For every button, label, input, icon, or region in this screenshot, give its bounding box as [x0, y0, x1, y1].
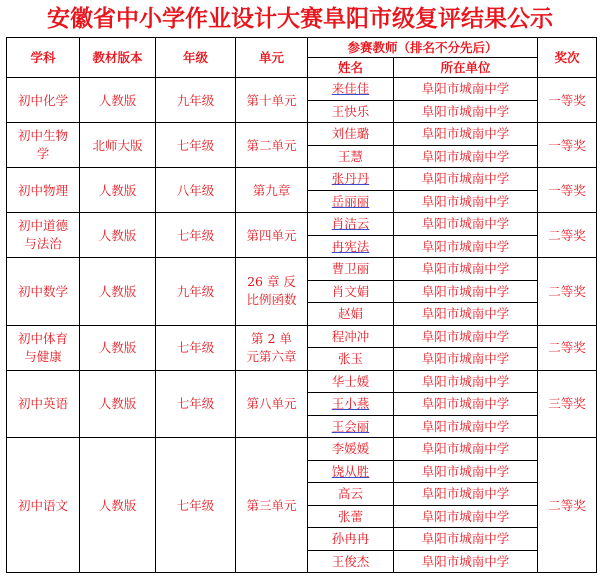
cell-school	[394, 370, 538, 393]
cell-award	[538, 258, 597, 326]
cell-grade	[156, 258, 236, 326]
table-row	[7, 325, 597, 348]
cell-grade	[156, 213, 236, 258]
cell-subject-text: 初中生物学	[17, 128, 68, 161]
cell-award	[538, 168, 597, 213]
teacher-name-text: 岳丽丽	[331, 193, 370, 209]
cell-grade	[156, 370, 236, 438]
cell-subject-text: 初中体育与健康	[17, 330, 68, 364]
teacher-name-text: 肖洁云	[331, 216, 370, 232]
cell-teacher-name	[308, 460, 394, 483]
table-row	[7, 123, 597, 146]
teacher-name-text: 赵娟	[337, 306, 363, 322]
cell-award	[538, 123, 597, 168]
cell-subject-text: 初中道德与法治	[17, 218, 68, 251]
teacher-name-text: 张蕾	[337, 508, 363, 524]
teacher-name-text: 肖文娟	[331, 283, 370, 299]
cell-award	[538, 78, 597, 123]
cell-teacher-name	[308, 415, 394, 438]
cell-school	[394, 460, 538, 483]
cell-award	[538, 325, 597, 370]
cell-subject	[7, 438, 80, 573]
school-text: 阜阳市城南中学	[421, 216, 510, 232]
cell-subject	[7, 370, 80, 438]
cell-unit	[236, 123, 308, 168]
cell-teacher-name	[308, 213, 394, 236]
school-text: 阜阳市城南中学	[421, 328, 510, 344]
teacher-name-text: 王俊杰	[331, 553, 370, 569]
table-row	[7, 370, 597, 393]
cell-grade-text: 七年级	[176, 340, 215, 355]
award-text: 二等奖	[548, 340, 586, 355]
teacher-name-text: 华士媛	[331, 373, 370, 389]
school-text: 阜阳市城南中学	[421, 531, 510, 547]
cell-edition	[80, 325, 156, 370]
table-row	[7, 78, 597, 101]
cell-school	[394, 550, 538, 573]
award-text: 一等奖	[548, 137, 586, 153]
cell-unit-text: 第四单元	[246, 227, 297, 243]
teacher-name-text: 王小燕	[331, 396, 370, 412]
teacher-name-text: 曹卫丽	[331, 261, 370, 277]
table-row	[7, 168, 597, 191]
award-text: 一等奖	[548, 182, 586, 198]
cell-school	[394, 213, 538, 236]
award-text: 三等奖	[548, 396, 586, 412]
cell-school	[394, 483, 538, 506]
cell-grade	[156, 325, 236, 370]
cell-unit	[236, 213, 308, 258]
header-grade: 年级	[156, 38, 236, 78]
cell-grade	[156, 438, 236, 573]
school-text: 阜阳市城南中学	[421, 261, 510, 277]
cell-edition	[80, 213, 156, 258]
cell-unit-text: 26 章 反比例函数	[246, 274, 297, 308]
cell-subject-text: 初中数学	[17, 283, 68, 299]
school-text: 阜阳市城南中学	[421, 148, 510, 164]
teacher-name-text: 孙冉冉	[331, 531, 370, 547]
school-text: 阜阳市城南中学	[421, 351, 510, 367]
cell-school	[394, 78, 538, 101]
award-text: 二等奖	[548, 497, 586, 513]
school-text: 阜阳市城南中学	[421, 103, 510, 119]
cell-award	[538, 438, 597, 573]
cell-teacher-name	[308, 438, 394, 461]
teacher-name-text: 刘佳璐	[331, 126, 370, 142]
cell-edition	[80, 78, 156, 123]
cell-school	[394, 123, 538, 146]
cell-teacher-name	[308, 550, 394, 573]
cell-school	[394, 235, 538, 258]
teacher-name-text: 王会丽	[331, 418, 370, 434]
teacher-name-text: 来佳佳	[331, 81, 370, 97]
cell-edition-text: 人教版	[98, 227, 137, 243]
cell-subject	[7, 325, 80, 370]
cell-teacher-name	[308, 100, 394, 123]
award-text: 二等奖	[548, 227, 586, 243]
header-school: 所在单位	[394, 58, 538, 78]
school-text: 阜阳市城南中学	[421, 441, 510, 457]
cell-unit	[236, 78, 308, 123]
school-text: 阜阳市城南中学	[421, 126, 510, 142]
school-text: 阜阳市城南中学	[421, 81, 510, 97]
cell-teacher-name	[308, 303, 394, 326]
cell-subject-text: 初中物理	[17, 182, 68, 198]
cell-teacher-name	[308, 123, 394, 146]
cell-edition	[80, 370, 156, 438]
cell-award	[538, 213, 597, 258]
cell-subject-text: 初中英语	[17, 396, 68, 412]
cell-teacher-name	[308, 325, 394, 348]
teacher-name-text: 李媛媛	[331, 441, 370, 457]
school-text: 阜阳市城南中学	[421, 238, 510, 254]
school-text: 阜阳市城南中学	[421, 171, 510, 187]
cell-subject	[7, 258, 80, 326]
cell-school	[394, 505, 538, 528]
school-text: 阜阳市城南中学	[421, 418, 510, 434]
cell-grade	[156, 168, 236, 213]
cell-unit	[236, 325, 308, 370]
cell-edition-text: 人教版	[98, 340, 137, 355]
school-text: 阜阳市城南中学	[421, 508, 510, 524]
cell-grade-text: 七年级	[176, 497, 215, 513]
school-text: 阜阳市城南中学	[421, 396, 510, 412]
school-text: 阜阳市城南中学	[421, 463, 510, 479]
cell-teacher-name	[308, 393, 394, 416]
cell-teacher-name	[308, 190, 394, 213]
school-text: 阜阳市城南中学	[421, 193, 510, 209]
cell-school	[394, 100, 538, 123]
cell-edition-text: 北师大版	[92, 137, 143, 153]
teacher-name-text: 张玉	[337, 351, 363, 367]
results-table	[6, 37, 597, 573]
header-name: 姓名	[308, 58, 394, 78]
cell-school	[394, 348, 538, 371]
teacher-name-text: 程冲冲	[331, 328, 370, 344]
cell-subject	[7, 78, 80, 123]
cell-edition	[80, 438, 156, 573]
cell-teacher-name	[308, 505, 394, 528]
cell-subject-text: 初中语文	[17, 497, 68, 513]
cell-edition-text: 人教版	[98, 92, 137, 108]
cell-grade-text: 九年级	[176, 283, 215, 299]
page-title: 安徽省中小学作业设计大赛阜阳市级复评结果公示	[47, 6, 553, 32]
header-subject: 学科	[7, 38, 80, 78]
header-edition: 教材版本	[80, 38, 156, 78]
teacher-name-text: 王快乐	[331, 103, 370, 119]
cell-school	[394, 325, 538, 348]
cell-unit-text: 第九章	[252, 182, 291, 198]
cell-unit-text: 第 2 单元第六章	[246, 330, 297, 364]
header-teachers: 参赛教师（排名不分先后）	[308, 38, 538, 58]
award-text: 一等奖	[548, 92, 586, 108]
cell-teacher-name	[308, 483, 394, 506]
cell-teacher-name	[308, 145, 394, 168]
cell-unit-text: 第三单元	[246, 497, 297, 513]
cell-edition	[80, 168, 156, 213]
cell-grade-text: 九年级	[176, 92, 215, 108]
teacher-name-text: 高云	[337, 486, 363, 502]
teacher-name-text: 张丹丹	[331, 171, 370, 187]
cell-subject	[7, 213, 80, 258]
cell-school	[394, 168, 538, 191]
cell-teacher-name	[308, 280, 394, 303]
teacher-name-text: 饶从胜	[331, 463, 370, 479]
cell-edition-text: 人教版	[98, 182, 137, 198]
cell-school	[394, 190, 538, 213]
cell-teacher-name	[308, 168, 394, 191]
cell-edition	[80, 123, 156, 168]
cell-unit	[236, 258, 308, 326]
cell-subject	[7, 123, 80, 168]
cell-school	[394, 438, 538, 461]
cell-unit	[236, 370, 308, 438]
cell-unit-text: 第二单元	[246, 137, 297, 153]
cell-teacher-name	[308, 258, 394, 281]
cell-grade-text: 八年级	[176, 182, 215, 198]
cell-unit	[236, 168, 308, 213]
results-body	[7, 78, 597, 573]
school-text: 阜阳市城南中学	[421, 283, 510, 299]
cell-edition-text: 人教版	[98, 283, 137, 299]
cell-edition-text: 人教版	[98, 396, 137, 412]
school-text: 阜阳市城南中学	[421, 373, 510, 389]
cell-teacher-name	[308, 78, 394, 101]
table-row	[7, 438, 597, 461]
header-unit: 单元	[236, 38, 308, 78]
cell-unit-text: 第十单元	[246, 92, 297, 108]
cell-school	[394, 528, 538, 551]
table-row	[7, 213, 597, 236]
teacher-name-text: 王慧	[337, 148, 363, 164]
cell-grade-text: 七年级	[176, 227, 215, 243]
cell-teacher-name	[308, 348, 394, 371]
cell-school	[394, 258, 538, 281]
cell-grade	[156, 78, 236, 123]
cell-edition	[80, 258, 156, 326]
cell-teacher-name	[308, 528, 394, 551]
award-text: 二等奖	[548, 283, 586, 299]
cell-school	[394, 415, 538, 438]
cell-grade	[156, 123, 236, 168]
cell-teacher-name	[308, 235, 394, 258]
school-text: 阜阳市城南中学	[421, 486, 510, 502]
cell-award	[538, 370, 597, 438]
cell-subject	[7, 168, 80, 213]
school-text: 阜阳市城南中学	[421, 306, 510, 322]
cell-school	[394, 280, 538, 303]
cell-teacher-name	[308, 370, 394, 393]
cell-school	[394, 145, 538, 168]
header-award: 奖次	[538, 38, 597, 78]
cell-grade-text: 七年级	[176, 396, 215, 412]
teacher-name-text: 冉宪法	[331, 238, 370, 254]
cell-school	[394, 303, 538, 326]
cell-grade-text: 七年级	[176, 137, 215, 153]
cell-edition-text: 人教版	[98, 497, 137, 513]
table-row	[7, 258, 597, 281]
school-text: 阜阳市城南中学	[421, 553, 510, 569]
cell-unit-text: 第八单元	[246, 396, 297, 412]
cell-school	[394, 393, 538, 416]
cell-subject-text: 初中化学	[17, 92, 68, 108]
cell-unit	[236, 438, 308, 573]
